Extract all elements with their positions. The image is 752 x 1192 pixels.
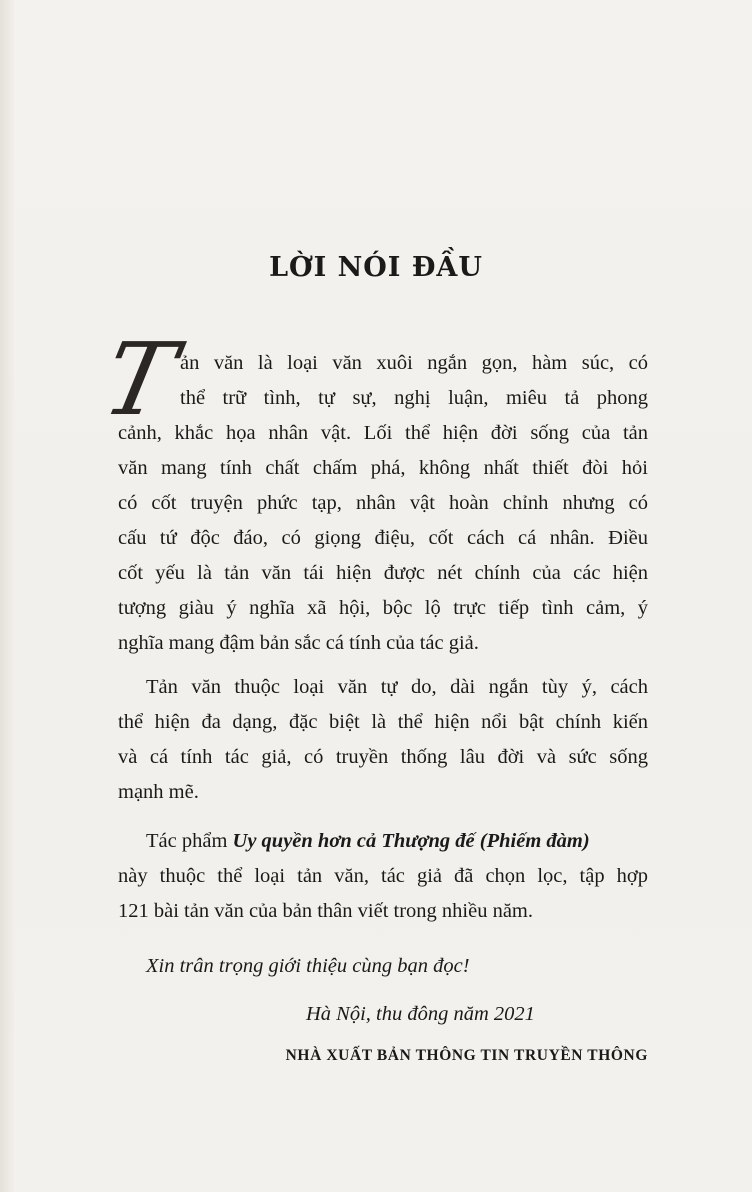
text-line (146, 830, 590, 853)
place-date: Hà Nội, thu đông năm 2021 (306, 1003, 535, 1025)
text-line: nghĩa mang đậm bản sắc cá tính của tác giả. (118, 632, 479, 654)
text-line: tượng giàu ý nghĩa xã hội, bộc lộ trực tiếp tình cảm, ý (118, 597, 648, 619)
text-line: thể trữ tình, tự sự, nghị luận, miêu tả phong (180, 387, 648, 409)
page-gutter-shadow (0, 0, 14, 1192)
text-line: cảnh, khắc họa nhân vật. Lối thể hiện đời sống của tản (118, 422, 648, 444)
text-line: 121 bài tản văn của bản thân viết trong nhiều năm. (118, 900, 534, 922)
text-line: cốt yếu là tản văn tái hiện được nét chính của các hiện (118, 562, 648, 584)
page-title: LỜI NÓI ĐẦU (269, 252, 483, 283)
text-line: mạnh mẽ. (118, 781, 199, 803)
text-line: Tản văn thuộc loại văn tự do, dài ngắn tùy ý, cách (146, 676, 648, 698)
text-lead: Tác phẩm (146, 830, 233, 852)
publisher-name: NHÀ XUẤT BẢN THÔNG TIN TRUYỀN THÔNG (285, 1047, 648, 1064)
text-line: này thuộc thể loại tản văn, tác giả đã chọn lọc, tập hợp (118, 865, 648, 887)
text-line: thể hiện đa dạng, đặc biệt là thể hiện nổi bật chính kiến (118, 711, 648, 733)
text-line: ản văn là loại văn xuôi ngắn gọn, hàm súc, có (180, 352, 648, 374)
closing-line: Xin trân trọng giới thiệu cùng bạn đọc! (146, 955, 470, 977)
text-line: cấu tứ độc đáo, có giọng điệu, cốt cách cá nhân. Điều (118, 527, 648, 549)
text-line: có cốt truyện phức tạp, nhân vật hoàn chỉnh nhưng có (118, 492, 648, 514)
drop-cap-letter: T (93, 321, 186, 438)
text-line: và cá tính tác giả, có truyền thống lâu đời và sức sống (118, 746, 648, 768)
book-title: Uy quyền hơn cả Thượng đế (Phiếm đàm) (232, 830, 590, 852)
text-line: văn mang tính chất chấm phá, không nhất thiết đòi hỏi (118, 457, 648, 479)
